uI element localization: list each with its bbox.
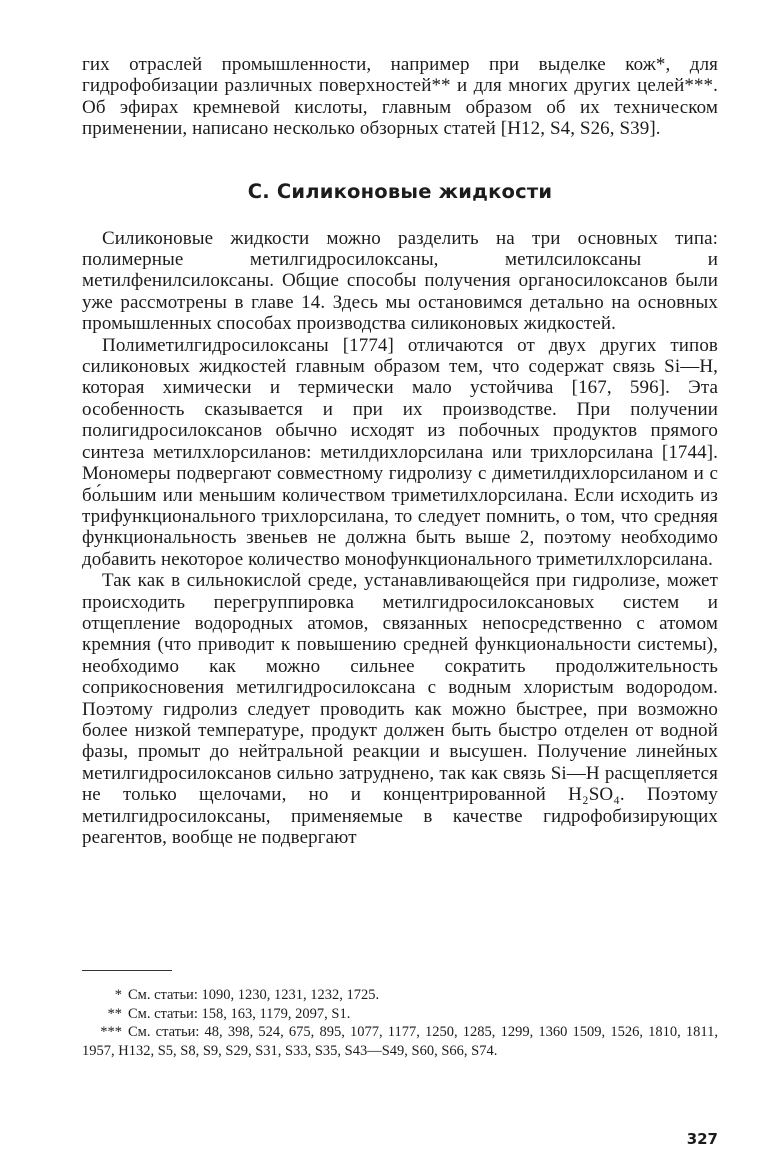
footnote-3	[82, 1023, 718, 1060]
page-content	[82, 52, 718, 848]
continued-paragraph: гих отраслей промышленности, например при выделке кож*, для гидрофобизации различных поверхностей** и для многих других целей***. Об эфирах кремневой кислоты, главным образом об их техническом применении, написано несколько обзорных статей [Н12, S4, S26, S39].	[82, 54, 718, 140]
footnote-text: См. статьи: 158, 163, 1179, 2097, S1.	[128, 1005, 351, 1022]
footnote-1	[82, 986, 718, 1005]
footnotes	[82, 986, 718, 1060]
paragraph-1: Силиконовые жидкости можно разделить на три основных типа: полимерные метилгидросилоксаны, метилсилоксаны и метилфенилсилоксаны. Общие способы получения органосилоксанов были уже рассмотрены в главе 14. Здесь мы остановимся детально на основных промышленных способах производства силиконовых жидкостей.	[82, 227, 718, 335]
page-number: 327	[686, 1130, 718, 1148]
footnote-divider	[82, 970, 172, 971]
section-title: С. Силиконовые жидкости	[247, 179, 553, 203]
footnote-marker: ***	[100, 1024, 122, 1040]
footnote-text: См. статьи: 48, 398, 524, 675, 895, 1077, 1177, 1250, 1285, 1299, 1360 1509, 1526, 1810, 1811, 1957, Н132, S5, S8, S9, S29, S31, S33, S35, S43—S49, S60, S66, S74.	[82, 1024, 718, 1059]
footnote-marker: *	[114, 987, 122, 1003]
section-heading-wrapper	[82, 180, 718, 204]
section-body	[82, 228, 718, 849]
footnote-text: См. статьи: 1090, 1230, 1231, 1232, 1725.	[128, 987, 380, 1003]
footnote-2	[82, 1005, 718, 1024]
paragraph-2: Полиметилгидросилоксаны [1774] отличаются от двух других типов силиконовых жидкостей главным образом тем, что содержат связь Si—H, которая химически и термически мало устойчива [167, 596]. Эта особенность сказывается и при их производстве. При получении полигидросилоксанов обычно исходят из побочных продуктов прямого синтеза метилхлорсиланов: метилдихлорсилана или трихлорсилана [1744]. Мономеры подвергают совместному гидролизу с диметилдихлорсиланом и с бо́льшим или меньшим количеством триметилхлорсилана. Если исходить из трифункционального трихлорсилана, то следует помнить, о том, что средняя функциональность звеньев не должна быть выше 2, поэтому необходимо добавить некоторое количество монофункционального триметилхлорсилана.	[82, 334, 718, 570]
paragraph-3: Так как в сильнокислой среде, устанавливающейся при гидролизе, может происходить перегруппировка метилгидросилоксановых систем и отщепление водородных атомов, связанных непосредственно с атомом кремния (что приводит к повышению средней функциональности системы), необходимо как можно сильнее сократить продолжительность соприкосновения метилгидросилоксана с водным хлористым водородом. Поэтому гидролиз следует проводить как можно быстрее, при возможно более низкой температуре, продукт должен быть быстро отделен от водной фазы, промыт до нейтральной реакции и высушен. Получение линейных метилгидросилоксанов сильно затруднено, так как связь Si—H расщепляется не только щелочами, но и концентрированной H₂SO₄. Поэтому метилгидросилоксаны, применяемые в качестве гидрофобизирующих реагентов, вообще не подвергают	[82, 570, 718, 848]
footnote-marker: **	[107, 1005, 122, 1022]
